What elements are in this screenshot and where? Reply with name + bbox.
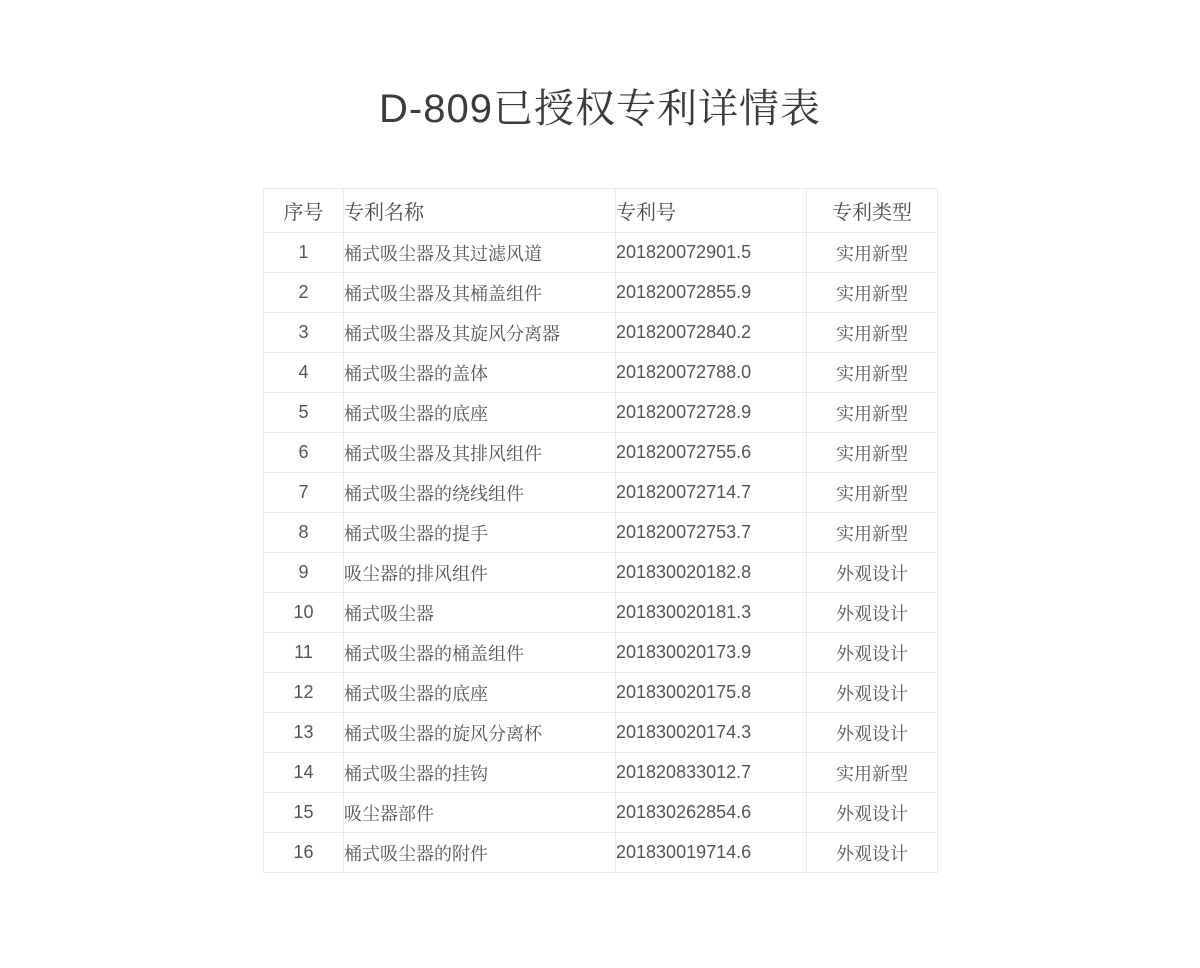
cell-patent-number: 201820072755.6 [616,433,807,473]
cell-patent-name: 桶式吸尘器的绕线组件 [344,473,616,513]
cell-patent-name: 桶式吸尘器及其过滤风道 [344,233,616,273]
patent-table [263,188,938,873]
cell-index: 12 [264,673,344,713]
table-row [264,353,938,393]
table-row [264,273,938,313]
cell-index: 9 [264,553,344,593]
cell-patent-type: 外观设计 [807,713,938,753]
table-row [264,473,938,513]
cell-patent-type: 外观设计 [807,593,938,633]
table-row [264,553,938,593]
cell-patent-name: 桶式吸尘器及其排风组件 [344,433,616,473]
cell-patent-name: 桶式吸尘器的盖体 [344,353,616,393]
cell-index: 6 [264,433,344,473]
table-body [264,233,938,873]
cell-patent-type: 实用新型 [807,353,938,393]
table-row [264,593,938,633]
cell-patent-type: 实用新型 [807,233,938,273]
cell-patent-type: 实用新型 [807,393,938,433]
cell-patent-name: 桶式吸尘器的挂钩 [344,753,616,793]
cell-index: 15 [264,793,344,833]
cell-patent-type: 外观设计 [807,673,938,713]
cell-index: 7 [264,473,344,513]
table-row [264,233,938,273]
cell-patent-number: 201830020173.9 [616,633,807,673]
cell-patent-type: 实用新型 [807,473,938,513]
cell-patent-number: 201830019714.6 [616,833,807,873]
page-title: D-809已授权专利详情表 [379,87,821,131]
cell-patent-number: 201830262854.6 [616,793,807,833]
cell-index: 11 [264,633,344,673]
table-row [264,713,938,753]
header-patent-type: 专利类型 [807,189,938,233]
cell-patent-name: 桶式吸尘器的桶盖组件 [344,633,616,673]
cell-patent-name: 桶式吸尘器及其桶盖组件 [344,273,616,313]
table-row [264,633,938,673]
cell-patent-number: 201820072840.2 [616,313,807,353]
table-row [264,833,938,873]
header-patent-number: 专利号 [616,189,807,233]
cell-patent-number: 201820833012.7 [616,753,807,793]
cell-patent-type: 实用新型 [807,433,938,473]
cell-patent-name: 桶式吸尘器及其旋风分离器 [344,313,616,353]
table-row [264,513,938,553]
cell-patent-number: 201820072855.9 [616,273,807,313]
cell-patent-number: 201820072714.7 [616,473,807,513]
cell-patent-type: 实用新型 [807,753,938,793]
header-row [264,189,938,233]
cell-patent-type: 实用新型 [807,273,938,313]
table-row [264,433,938,473]
cell-patent-number: 201830020182.8 [616,553,807,593]
cell-patent-type: 外观设计 [807,793,938,833]
cell-index: 5 [264,393,344,433]
cell-patent-name: 桶式吸尘器的附件 [344,833,616,873]
cell-index: 2 [264,273,344,313]
cell-index: 13 [264,713,344,753]
cell-patent-name: 桶式吸尘器 [344,593,616,633]
header-no: 序号 [264,189,344,233]
cell-index: 14 [264,753,344,793]
cell-patent-type: 外观设计 [807,553,938,593]
cell-index: 8 [264,513,344,553]
cell-patent-name: 吸尘器的排风组件 [344,553,616,593]
table-header [264,189,938,233]
cell-index: 1 [264,233,344,273]
cell-patent-number: 201820072901.5 [616,233,807,273]
cell-patent-type: 外观设计 [807,633,938,673]
table-row [264,673,938,713]
cell-patent-number: 201830020174.3 [616,713,807,753]
cell-index: 16 [264,833,344,873]
cell-patent-type: 实用新型 [807,313,938,353]
cell-patent-name: 桶式吸尘器的旋风分离杯 [344,713,616,753]
cell-patent-number: 201830020175.8 [616,673,807,713]
table-row [264,393,938,433]
header-patent-name: 专利名称 [344,189,616,233]
cell-index: 4 [264,353,344,393]
cell-index: 10 [264,593,344,633]
cell-patent-number: 201830020181.3 [616,593,807,633]
cell-patent-number: 201820072753.7 [616,513,807,553]
cell-patent-type: 实用新型 [807,513,938,553]
cell-patent-number: 201820072728.9 [616,393,807,433]
cell-patent-type: 外观设计 [807,833,938,873]
cell-index: 3 [264,313,344,353]
table-row [264,793,938,833]
cell-patent-name: 桶式吸尘器的提手 [344,513,616,553]
table-row [264,753,938,793]
cell-patent-number: 201820072788.0 [616,353,807,393]
cell-patent-name: 桶式吸尘器的底座 [344,393,616,433]
table-row [264,313,938,353]
cell-patent-name: 桶式吸尘器的底座 [344,673,616,713]
cell-patent-name: 吸尘器部件 [344,793,616,833]
